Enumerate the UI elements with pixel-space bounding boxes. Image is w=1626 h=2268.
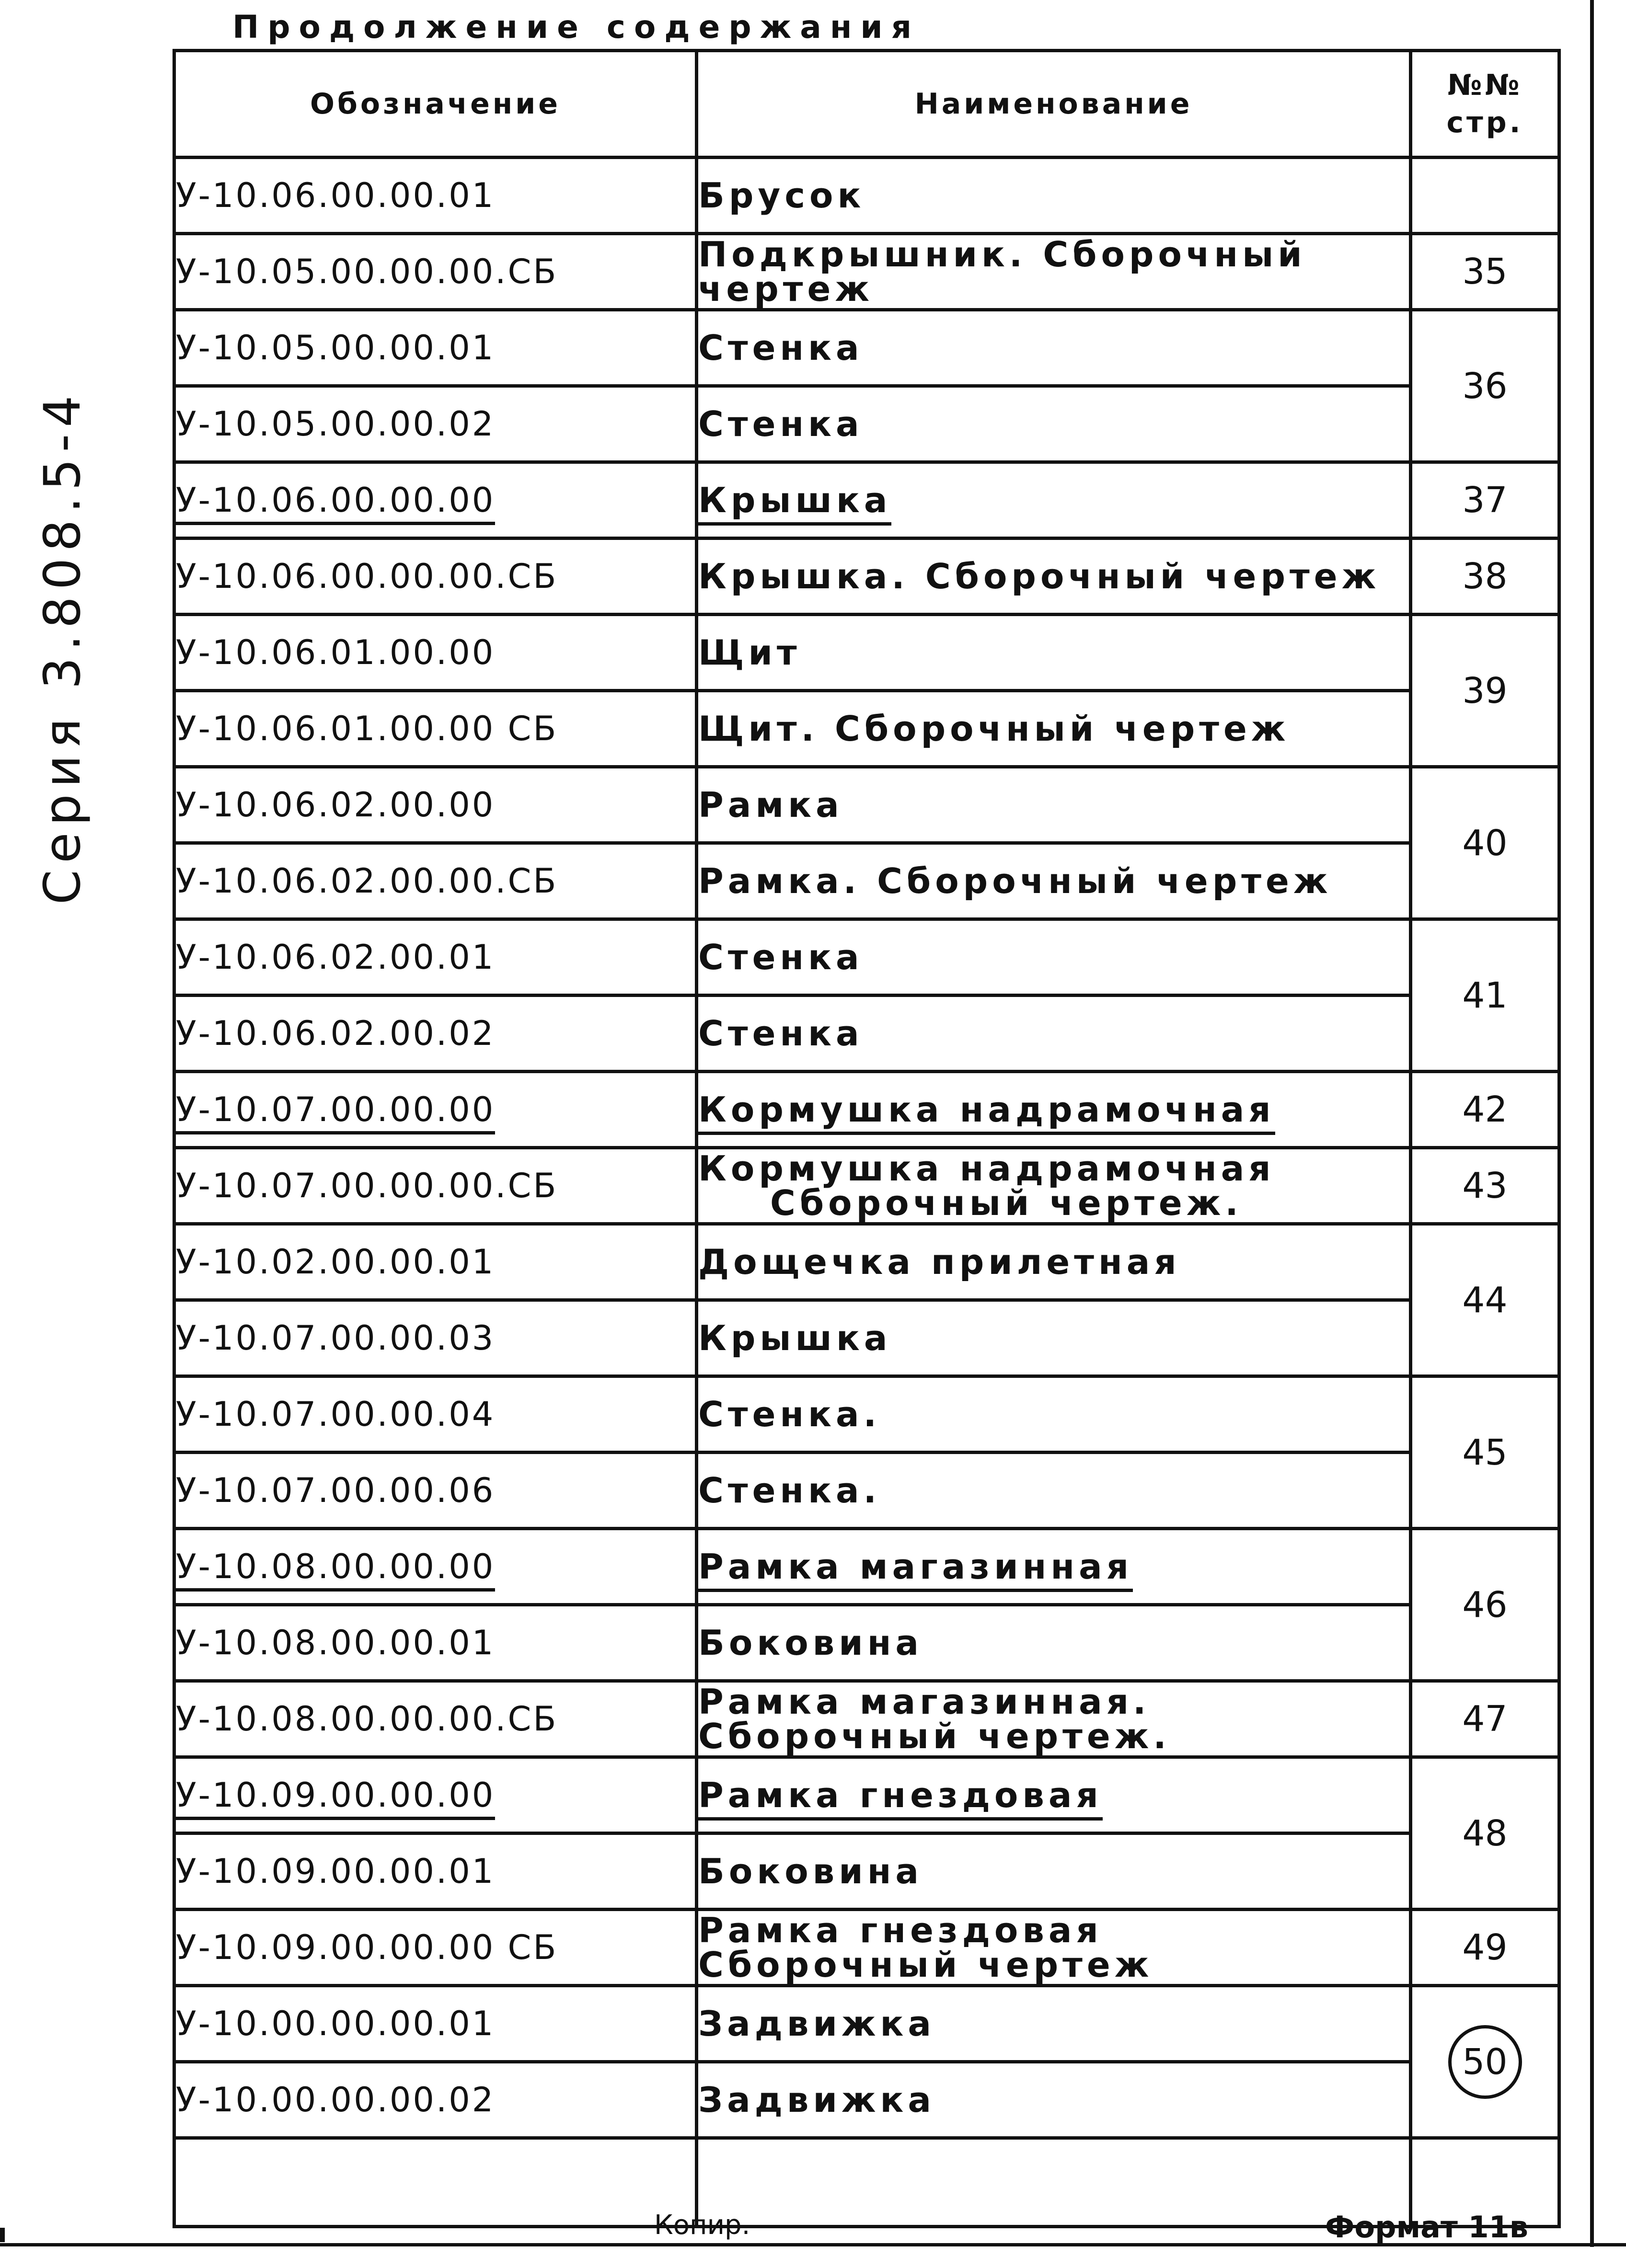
row-name: Стенка <box>698 404 864 444</box>
table-row <box>174 1757 1559 1833</box>
row-designation: У-10.06.02.00.00 <box>176 785 496 825</box>
row-designation: У-10.08.00.00.01 <box>176 1623 496 1662</box>
row-name: Кормушка надрамочная <box>698 1148 1275 1189</box>
row-name: Щит <box>698 632 801 673</box>
table-row <box>174 996 1559 1072</box>
row-designation: У-10.07.00.00.03 <box>176 1318 496 1358</box>
table-row <box>174 1681 1559 1757</box>
page-frame-mark <box>0 2228 5 2242</box>
row-designation: У-10.05.00.00.01 <box>176 328 496 367</box>
row-name: Задвижка <box>698 2080 935 2120</box>
row-designation: У-10.07.00.00.04 <box>176 1395 496 1434</box>
row-designation: У-10.06.02.00.02 <box>176 1014 496 1053</box>
row-designation: У-10.06.01.00.00 <box>176 633 496 672</box>
table-row <box>174 310 1559 386</box>
column-header-designation: Обозначение <box>174 51 697 158</box>
row-designation: У-10.09.00.00.00 <box>176 1775 495 1820</box>
row-name: Брусок <box>698 175 865 216</box>
row-designation: У-10.07.00.00.00 <box>176 1090 495 1134</box>
format-label: Формат 11в <box>1325 2210 1529 2245</box>
table-row <box>174 767 1559 843</box>
row-designation: У-10.06.00.00.00 <box>176 481 495 525</box>
row-name: Стенка. <box>698 1394 881 1434</box>
row-page: 42 <box>1411 1072 1559 1148</box>
row-name: Щит. Сборочный чертеж <box>698 709 1290 749</box>
row-name: Боковина <box>698 1623 923 1663</box>
row-name: Рамка магазинная <box>698 1546 1133 1592</box>
table-row <box>174 1453 1559 1529</box>
row-designation: У-10.09.00.00.00 СБ <box>176 1928 558 1967</box>
table-row <box>174 1300 1559 1376</box>
row-name: Крышка <box>698 1318 892 1358</box>
row-designation: У-10.02.00.00.01 <box>176 1242 496 1282</box>
row-page: 36 <box>1411 310 1559 462</box>
row-page-empty <box>1411 158 1559 234</box>
row-name-line2: Сборочный чертеж. <box>770 1183 1243 1223</box>
row-designation: У-10.05.00.00.02 <box>176 404 496 444</box>
row-designation: У-10.06.00.00.00.СБ <box>176 557 558 596</box>
table-row <box>174 615 1559 691</box>
row-page: 43 <box>1411 1148 1559 1224</box>
column-header-pages: №№ стр. <box>1411 51 1559 158</box>
row-page: 44 <box>1411 1224 1559 1376</box>
table-row <box>174 1910 1559 1986</box>
row-name: Стенка <box>698 328 864 368</box>
row-designation: У-10.07.00.00.00.СБ <box>176 1166 558 1205</box>
table-row <box>174 234 1559 310</box>
row-page-circled <box>1411 1986 1559 2138</box>
row-designation: У-10.08.00.00.00.СБ <box>176 1699 558 1739</box>
row-page: 37 <box>1411 462 1559 538</box>
row-name: Стенка. <box>698 1470 881 1511</box>
row-name: Крышка <box>698 480 891 526</box>
row-designation: У-10.06.00.00.01 <box>176 176 496 215</box>
row-page: 39 <box>1411 615 1559 767</box>
row-page: 49 <box>1411 1910 1559 1986</box>
table-row <box>174 1224 1559 1300</box>
table-row <box>174 1833 1559 1910</box>
table-row <box>174 843 1559 919</box>
row-name: Рамка гнездовая <box>698 1910 1103 1950</box>
table-row <box>174 386 1559 462</box>
table-row <box>174 1376 1559 1453</box>
row-page: 35 <box>1411 234 1559 310</box>
row-name: Рамка гнездовая <box>698 1775 1103 1821</box>
row-name: Стенка <box>698 1013 864 1054</box>
table-row <box>174 1605 1559 1681</box>
row-designation: У-10.05.00.00.00.СБ <box>176 252 558 291</box>
row-page: 47 <box>1411 1681 1559 1757</box>
row-designation: У-10.06.01.00.00 СБ <box>176 709 558 748</box>
row-name: Стенка <box>698 937 864 977</box>
row-page: 48 <box>1411 1757 1559 1910</box>
table-row <box>174 2062 1559 2138</box>
row-designation: У-10.06.02.00.01 <box>176 938 496 977</box>
row-page: 40 <box>1411 767 1559 919</box>
table-row <box>174 538 1559 615</box>
table-row <box>174 691 1559 767</box>
row-designation: У-10.00.00.00.02 <box>176 2080 496 2119</box>
row-name: Дощечка прилетная <box>698 1242 1181 1282</box>
contents-table <box>173 49 1561 2228</box>
row-designation: У-10.07.00.00.06 <box>176 1471 496 1510</box>
row-designation: У-10.08.00.00.00 <box>176 1547 495 1592</box>
row-page: 46 <box>1411 1529 1559 1681</box>
row-page: 38 <box>1411 538 1559 615</box>
row-name: Рамка <box>698 785 843 825</box>
table-row <box>174 919 1559 996</box>
series-label: Серия 3.808.5-4 <box>33 389 92 905</box>
row-name: Кормушка надрамочная <box>698 1089 1275 1135</box>
table-row <box>174 462 1559 538</box>
page-frame-right <box>1590 0 1594 2247</box>
row-name: Рамка магазинная. <box>698 1682 1151 1722</box>
table-row <box>174 1072 1559 1148</box>
copy-signature: Копир. <box>654 2210 750 2241</box>
row-designation: У-10.06.02.00.00.СБ <box>176 861 558 901</box>
row-name: Боковина <box>698 1851 923 1891</box>
table-row <box>174 1986 1559 2062</box>
row-name: Рамка. Сборочный чертеж <box>698 861 1332 901</box>
row-name: Задвижка <box>698 2004 935 2044</box>
row-page: 45 <box>1411 1376 1559 1529</box>
row-designation: У-10.00.00.00.01 <box>176 2004 496 2043</box>
table-row <box>174 1148 1559 1224</box>
table-header-row <box>174 51 1559 158</box>
row-name-line2: Сборочный чертеж. <box>698 1716 1171 1756</box>
row-name: Крышка. Сборочный чертеж <box>698 556 1381 596</box>
circled-page-number: 50 <box>1448 2025 1522 2099</box>
row-designation: У-10.09.00.00.01 <box>176 1852 496 1891</box>
row-page: 41 <box>1411 919 1559 1072</box>
row-name-line2: Сборочный чертеж <box>698 1945 1153 1985</box>
column-header-name: Наименование <box>697 51 1411 158</box>
table-row <box>174 158 1559 234</box>
table-row <box>174 1529 1559 1605</box>
row-name: Подкрышник. Сборочный чертеж <box>698 234 1306 309</box>
page-title: Продолжение содержания <box>232 9 921 46</box>
